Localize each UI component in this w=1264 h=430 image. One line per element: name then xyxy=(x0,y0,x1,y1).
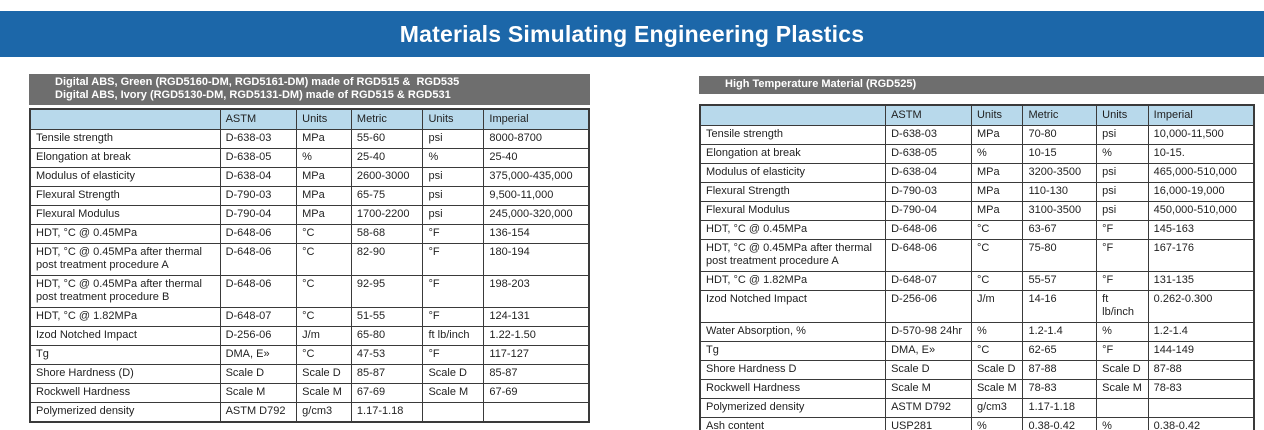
cell: 51-55 xyxy=(351,308,423,327)
cell: 1.2-1.4 xyxy=(1148,323,1254,342)
table-row xyxy=(30,168,589,187)
cell: Polymerized density xyxy=(30,403,220,423)
cell: Modulus of elasticity xyxy=(700,164,886,183)
cell: J/m xyxy=(971,291,1023,323)
cell: 55-60 xyxy=(351,130,423,149)
cell: 110-130 xyxy=(1023,183,1097,202)
table-row xyxy=(700,126,1254,145)
cell: 8000-8700 xyxy=(484,130,589,149)
table-row xyxy=(30,365,589,384)
table-row xyxy=(30,187,589,206)
cell: 117-127 xyxy=(484,346,589,365)
cell: 450,000-510,000 xyxy=(1148,202,1254,221)
table-row xyxy=(700,202,1254,221)
cell: Shore Hardness D xyxy=(700,361,886,380)
cell: 58-68 xyxy=(351,225,423,244)
cell: HDT, °C @ 0.45MPa xyxy=(700,221,886,240)
cell: 136-154 xyxy=(484,225,589,244)
cell: Scale D xyxy=(971,361,1023,380)
cell: Izod Notched Impact xyxy=(700,291,886,323)
cell: psi xyxy=(1097,183,1149,202)
cell: Scale M xyxy=(971,380,1023,399)
column-header-units-imperial: Units xyxy=(423,109,484,130)
cell xyxy=(484,403,589,423)
cell: Water Absorption, % xyxy=(700,323,886,342)
cell: Tg xyxy=(30,346,220,365)
cell: % xyxy=(971,323,1023,342)
column-header-imperial: Imperial xyxy=(1148,105,1254,126)
cell: Rockwell Hardness xyxy=(30,384,220,403)
cell: HDT, °C @ 1.82MPa xyxy=(700,272,886,291)
cell: psi xyxy=(423,168,484,187)
cell: psi xyxy=(423,130,484,149)
cell: °F xyxy=(423,346,484,365)
cell: 131-135 xyxy=(1148,272,1254,291)
cell: 25-40 xyxy=(351,149,423,168)
cell: MPa xyxy=(297,168,352,187)
cell xyxy=(423,403,484,423)
table-row xyxy=(700,164,1254,183)
cell: MPa xyxy=(971,202,1023,221)
cell: D-648-06 xyxy=(220,244,297,276)
title-banner xyxy=(0,11,1264,57)
cell: DMA, E» xyxy=(220,346,297,365)
cell: psi xyxy=(423,206,484,225)
page-title: Materials Simulating Engineering Plastics xyxy=(399,20,865,47)
cell: J/m xyxy=(297,327,352,346)
cell xyxy=(1148,399,1254,418)
cell: °C xyxy=(971,221,1023,240)
cell: 62-65 xyxy=(1023,342,1097,361)
digital-abs-section xyxy=(29,74,590,423)
cell: °C xyxy=(297,225,352,244)
cell: 0.38-0.42 xyxy=(1023,418,1097,430)
cell: Shore Hardness (D) xyxy=(30,365,220,384)
cell: HDT, °C @ 1.82MPa xyxy=(30,308,220,327)
cell: D-638-05 xyxy=(886,145,972,164)
cell: D-648-07 xyxy=(886,272,972,291)
cell: °C xyxy=(971,240,1023,272)
cell: MPa xyxy=(297,187,352,206)
cell: D-256-06 xyxy=(886,291,972,323)
cell: Elongation at break xyxy=(700,145,886,164)
cell: Izod Notched Impact xyxy=(30,327,220,346)
cell: Scale D xyxy=(886,361,972,380)
cell: 167-176 xyxy=(1148,240,1254,272)
cell: °F xyxy=(1097,272,1149,291)
cell: Flexural Strength xyxy=(700,183,886,202)
cell: psi xyxy=(1097,202,1149,221)
cell: 25-40 xyxy=(484,149,589,168)
cell: 78-83 xyxy=(1148,380,1254,399)
cell: D-648-06 xyxy=(220,225,297,244)
cell: HDT, °C @ 0.45MPa after thermal post treatment procedure A xyxy=(700,240,886,272)
cell: Scale M xyxy=(423,384,484,403)
cell: g/cm3 xyxy=(971,399,1023,418)
cell: °C xyxy=(297,244,352,276)
cell: D-256-06 xyxy=(220,327,297,346)
table-row xyxy=(30,225,589,244)
cell: % xyxy=(1097,323,1149,342)
cell: 87-88 xyxy=(1023,361,1097,380)
cell: 2600-3000 xyxy=(351,168,423,187)
cell: psi xyxy=(1097,126,1149,145)
cell: ft lb/inch xyxy=(1097,291,1149,323)
cell: D-790-04 xyxy=(886,202,972,221)
cell: 3200-3500 xyxy=(1023,164,1097,183)
cell: D-638-03 xyxy=(220,130,297,149)
cell: 78-83 xyxy=(1023,380,1097,399)
cell: 65-80 xyxy=(351,327,423,346)
cell: Tg xyxy=(700,342,886,361)
cell: 55-57 xyxy=(1023,272,1097,291)
cell: % xyxy=(1097,145,1149,164)
table-row xyxy=(30,403,589,423)
cell: ft lb/inch xyxy=(423,327,484,346)
cell: D-638-05 xyxy=(220,149,297,168)
cell: D-790-03 xyxy=(886,183,972,202)
cell: 375,000-435,000 xyxy=(484,168,589,187)
cell: °F xyxy=(1097,342,1149,361)
cell: 75-80 xyxy=(1023,240,1097,272)
cell: USP281 xyxy=(886,418,972,430)
cell: D-790-03 xyxy=(220,187,297,206)
cell: D-648-06 xyxy=(220,276,297,308)
cell: % xyxy=(423,149,484,168)
cell: Scale D xyxy=(297,365,352,384)
cell: g/cm3 xyxy=(297,403,352,423)
column-header-units-metric: Units xyxy=(971,105,1023,126)
cell: 82-90 xyxy=(351,244,423,276)
cell: % xyxy=(971,418,1023,430)
cell: D-648-06 xyxy=(886,221,972,240)
cell: ASTM D792 xyxy=(886,399,972,418)
cell: Flexural Modulus xyxy=(700,202,886,221)
table-row xyxy=(30,206,589,225)
cell: psi xyxy=(423,187,484,206)
cell: 10,000-11,500 xyxy=(1148,126,1254,145)
cell: D-638-04 xyxy=(886,164,972,183)
cell: Ash content xyxy=(700,418,886,430)
table-banner-line: Digital ABS, Green (RGD5160-DM, RGD5161-DM) made of RGD515 & RGD535 xyxy=(55,76,460,88)
table-row xyxy=(700,323,1254,342)
cell: MPa xyxy=(971,126,1023,145)
cell: 1.17-1.18 xyxy=(351,403,423,423)
cell: 65-75 xyxy=(351,187,423,206)
cell: D-570-98 24hr xyxy=(886,323,972,342)
cell: 144-149 xyxy=(1148,342,1254,361)
table-row xyxy=(700,418,1254,430)
cell: 1.22-1.50 xyxy=(484,327,589,346)
cell: 245,000-320,000 xyxy=(484,206,589,225)
cell: Tensile strength xyxy=(700,126,886,145)
high-temp-table-banner xyxy=(699,76,1264,94)
cell: HDT, °C @ 0.45MPa after thermal post treatment procedure B xyxy=(30,276,220,308)
cell: 1.2-1.4 xyxy=(1023,323,1097,342)
cell: °C xyxy=(297,276,352,308)
cell xyxy=(1097,399,1149,418)
cell: Scale M xyxy=(886,380,972,399)
cell: D-648-07 xyxy=(220,308,297,327)
cell: 0.262-0.300 xyxy=(1148,291,1254,323)
cell: 67-69 xyxy=(351,384,423,403)
cell: 0.38-0.42 xyxy=(1148,418,1254,430)
cell: 3100-3500 xyxy=(1023,202,1097,221)
cell: °F xyxy=(423,276,484,308)
cell: Tensile strength xyxy=(30,130,220,149)
table-row xyxy=(30,130,589,149)
table-row xyxy=(700,380,1254,399)
cell: 1700-2200 xyxy=(351,206,423,225)
cell: °C xyxy=(971,342,1023,361)
digital-abs-table-banner xyxy=(29,74,590,105)
table-row xyxy=(700,272,1254,291)
table-row xyxy=(30,244,589,276)
cell: 9,500-11,000 xyxy=(484,187,589,206)
cell: 85-87 xyxy=(351,365,423,384)
cell: 180-194 xyxy=(484,244,589,276)
cell: Flexural Modulus xyxy=(30,206,220,225)
cell: 14-16 xyxy=(1023,291,1097,323)
cell: 145-163 xyxy=(1148,221,1254,240)
column-header-units-metric: Units xyxy=(297,109,352,130)
cell: 85-87 xyxy=(484,365,589,384)
column-header-astm: ASTM xyxy=(886,105,972,126)
table-row xyxy=(700,145,1254,164)
table-banner-line: Digital ABS, Ivory (RGD5130-DM, RGD5131-DM) made of RGD515 & RGD531 xyxy=(55,89,451,101)
high-temp-table xyxy=(699,104,1255,430)
cell: °F xyxy=(1097,221,1149,240)
table-banner-line: High Temperature Material (RGD525) xyxy=(725,78,917,90)
column-header-imperial: Imperial xyxy=(484,109,589,130)
table-row xyxy=(30,384,589,403)
table-row xyxy=(700,221,1254,240)
header-row xyxy=(700,105,1254,126)
cell: °C xyxy=(297,346,352,365)
cell: % xyxy=(297,149,352,168)
cell: psi xyxy=(1097,164,1149,183)
table-row xyxy=(700,342,1254,361)
column-header-units-imperial: Units xyxy=(1097,105,1149,126)
cell: D-638-03 xyxy=(886,126,972,145)
cell: 67-69 xyxy=(484,384,589,403)
cell: 87-88 xyxy=(1148,361,1254,380)
header-row xyxy=(30,109,589,130)
table-row xyxy=(700,240,1254,272)
cell: MPa xyxy=(297,206,352,225)
cell: Polymerized density xyxy=(700,399,886,418)
cell: °F xyxy=(423,308,484,327)
cell: 1.17-1.18 xyxy=(1023,399,1097,418)
table-row xyxy=(30,308,589,327)
cell: 124-131 xyxy=(484,308,589,327)
cell: °C xyxy=(297,308,352,327)
cell: 465,000-510,000 xyxy=(1148,164,1254,183)
table-row xyxy=(30,327,589,346)
cell: HDT, °C @ 0.45MPa xyxy=(30,225,220,244)
cell: 92-95 xyxy=(351,276,423,308)
cell: Flexural Strength xyxy=(30,187,220,206)
cell: D-790-04 xyxy=(220,206,297,225)
table-row xyxy=(30,149,589,168)
table-row xyxy=(700,361,1254,380)
cell: MPa xyxy=(971,183,1023,202)
cell: Scale M xyxy=(1097,380,1149,399)
cell: Elongation at break xyxy=(30,149,220,168)
cell: D-638-04 xyxy=(220,168,297,187)
cell: Scale M xyxy=(220,384,297,403)
table-row xyxy=(30,276,589,308)
column-header-property xyxy=(30,109,220,130)
table-row xyxy=(700,183,1254,202)
cell: °F xyxy=(423,244,484,276)
column-header-astm: ASTM xyxy=(220,109,297,130)
column-header-metric: Metric xyxy=(1023,105,1097,126)
cell: D-648-06 xyxy=(886,240,972,272)
cell: °F xyxy=(1097,240,1149,272)
cell: 10-15. xyxy=(1148,145,1254,164)
cell: 70-80 xyxy=(1023,126,1097,145)
cell: MPa xyxy=(971,164,1023,183)
cell: Rockwell Hardness xyxy=(700,380,886,399)
cell: ASTM D792 xyxy=(220,403,297,423)
column-header-property xyxy=(700,105,886,126)
cell: Modulus of elasticity xyxy=(30,168,220,187)
cell: Scale M xyxy=(297,384,352,403)
column-header-metric: Metric xyxy=(351,109,423,130)
cell: 63-67 xyxy=(1023,221,1097,240)
cell: °C xyxy=(971,272,1023,291)
table-row xyxy=(700,291,1254,323)
cell: 47-53 xyxy=(351,346,423,365)
cell: 16,000-19,000 xyxy=(1148,183,1254,202)
cell: HDT, °C @ 0.45MPa after thermal post treatment procedure A xyxy=(30,244,220,276)
cell: Scale D xyxy=(423,365,484,384)
cell: DMA, E» xyxy=(886,342,972,361)
cell: °F xyxy=(423,225,484,244)
digital-abs-table xyxy=(29,108,590,423)
cell: 10-15 xyxy=(1023,145,1097,164)
cell: MPa xyxy=(297,130,352,149)
cell: % xyxy=(1097,418,1149,430)
cell: Scale D xyxy=(220,365,297,384)
table-row xyxy=(700,399,1254,418)
cell: 198-203 xyxy=(484,276,589,308)
table-row xyxy=(30,346,589,365)
cell: Scale D xyxy=(1097,361,1149,380)
high-temp-section xyxy=(699,76,1255,430)
cell: % xyxy=(971,145,1023,164)
